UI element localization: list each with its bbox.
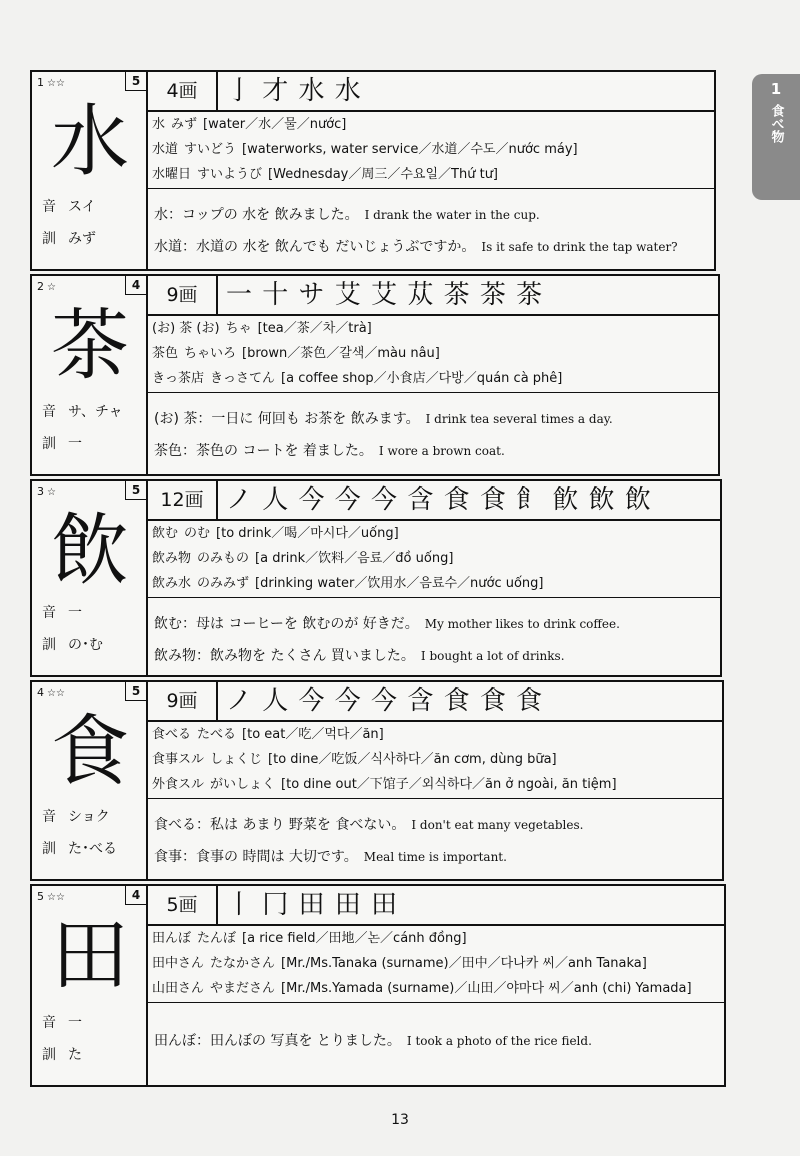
- vocab-item: 飲み水 のみみず [drinking water／饮用水／음료수／nước uống]: [152, 576, 544, 591]
- vocab-item: 外食スル がいしょく [to dine out／下馆子／외식하다／ăn ở ngoài, ăn tiệm]: [152, 777, 617, 792]
- stroke-order: 亅 才 水 水: [226, 76, 362, 106]
- vocab-list: [148, 316, 718, 393]
- kanji-panel: [32, 682, 148, 879]
- chapter-number: 1: [770, 80, 782, 98]
- vocab-item: 山田さん やまださん [Mr./Ms.Yamada (surname)／山田／야마다 씨／anh (chi) Yamada]: [152, 981, 692, 996]
- jlpt-level-badge: 4: [125, 886, 146, 905]
- chapter-label: 食べ物: [768, 104, 784, 143]
- on-reading-label: 音: [42, 199, 56, 215]
- on-reading-label: 音: [42, 809, 56, 825]
- vocab-item: 食事スル しょくじ [to dine／吃饭／식사하다／ăn cơm, dùng bữa]: [152, 752, 557, 767]
- on-reading-label: 音: [42, 605, 56, 621]
- kanji-details: [148, 481, 720, 675]
- kun-reading: た: [68, 1047, 82, 1063]
- on-reading: 一: [68, 605, 82, 621]
- stroke-bar: [148, 481, 720, 521]
- vocab-item: 水道 すいどう [waterworks, water service／水道／수도／nước máy]: [152, 142, 578, 157]
- on-reading: スイ: [68, 199, 96, 215]
- vocab-item: 飲み物 のみもの [a drink／饮料／음료／đồ uống]: [152, 551, 454, 566]
- kanji-index: 1 ☆☆: [37, 76, 65, 89]
- stroke-count: 9画: [148, 682, 218, 720]
- example-sentence: (お) 茶：一日に 何回も お茶を 飲みます。 I drink tea several times a day.: [154, 411, 613, 427]
- kanji-index: 4 ☆☆: [37, 686, 65, 699]
- chapter-tab[interactable]: [752, 74, 800, 200]
- vocab-list: [148, 521, 720, 598]
- example-sentences: [148, 394, 718, 474]
- kanji-card: [30, 70, 716, 271]
- example-sentence: 食べる：私は あまり 野菜を 食べない。 I don't eat many vegetables.: [154, 817, 584, 833]
- on-reading: ショク: [68, 809, 110, 825]
- stroke-order: ノ 人 今 今 今 含 食 食 飠 飮 飲 飲: [226, 485, 652, 515]
- example-sentence: 食事：食事の 時間は 大切です。 Meal time is important.: [154, 849, 507, 865]
- kanji-panel: [32, 276, 148, 474]
- kun-reading: の･む: [68, 637, 103, 653]
- example-sentences: [148, 599, 720, 675]
- kanji-readings: [42, 1007, 82, 1071]
- jlpt-level-badge: 5: [125, 481, 146, 500]
- kanji-character: 食: [50, 707, 129, 797]
- example-sentences: [148, 800, 722, 879]
- kanji-panel: [32, 72, 148, 269]
- kanji-readings: [42, 191, 96, 255]
- vocab-item: 水曜日 すいようび [Wednesday／周三／수요일／Thứ tư]: [152, 167, 499, 182]
- kanji-card: [30, 680, 724, 881]
- kanji-panel: [32, 886, 148, 1085]
- example-sentence: 田んぼ：田んぼの 写真を とりました。 I took a photo of the rice field.: [154, 1033, 592, 1049]
- example-sentence: 水道：水道の 水を 飲んでも だいじょうぶですか。 Is it safe to drink the tap water?: [154, 239, 678, 255]
- kun-reading-label: 訓: [42, 436, 56, 452]
- stroke-bar: [148, 72, 714, 112]
- stroke-count: 9画: [148, 276, 218, 314]
- stroke-bar: [148, 276, 718, 316]
- stroke-count: 5画: [148, 886, 218, 924]
- kanji-card: [30, 274, 720, 476]
- difficulty-stars: ☆: [47, 282, 56, 293]
- vocab-item: (お) 茶 (お) ちゃ [tea／茶／차／trà]: [152, 321, 372, 336]
- vocab-list: [148, 112, 714, 189]
- vocab-item: きっ茶店 きっさてん [a coffee shop／小食店／다방／quán cà phê]: [152, 371, 563, 386]
- kanji-index: 2 ☆: [37, 280, 56, 293]
- kanji-readings: [42, 396, 123, 460]
- on-reading: 一: [68, 1015, 82, 1031]
- kun-reading: 一: [68, 436, 82, 452]
- jlpt-level-badge: 4: [125, 276, 146, 295]
- vocab-item: 田中さん たなかさん [Mr./Ms.Tanaka (surname)／田中／다나카 씨／anh Tanaka]: [152, 956, 647, 971]
- kun-reading-label: 訓: [42, 1047, 56, 1063]
- kanji-character: 飲: [50, 506, 129, 596]
- kanji-details: [148, 72, 714, 269]
- vocab-item: 飲む のむ [to drink／喝／마시다／uống]: [152, 526, 399, 541]
- example-sentence: 飲み物：飲み物を たくさん 買いました。 I bought a lot of drinks.: [154, 648, 565, 664]
- on-reading: サ、チャ: [68, 404, 123, 420]
- page-number: 13: [391, 1112, 409, 1128]
- vocab-item: 田んぼ たんぼ [a rice field／田地／논／cánh đồng]: [152, 931, 467, 946]
- stroke-bar: [148, 886, 724, 926]
- difficulty-stars: ☆☆: [47, 892, 65, 903]
- example-sentence: 茶色：茶色の コートを 着ました。 I wore a brown coat.: [154, 443, 505, 459]
- kun-reading-label: 訓: [42, 637, 56, 653]
- kanji-index: 5 ☆☆: [37, 890, 65, 903]
- kun-reading-label: 訓: [42, 841, 56, 857]
- kanji-panel: [32, 481, 148, 675]
- kanji-card: [30, 479, 722, 677]
- example-sentences: [148, 190, 714, 269]
- stroke-order: 丨 冂 田 田 田: [226, 890, 399, 920]
- kun-reading: た･べる: [68, 841, 117, 857]
- kanji-readings: [42, 597, 103, 661]
- on-reading-label: 音: [42, 404, 56, 420]
- difficulty-stars: ☆☆: [47, 78, 65, 89]
- kanji-index: 3 ☆: [37, 485, 56, 498]
- kanji-details: [148, 886, 724, 1085]
- kanji-character: 水: [50, 97, 129, 187]
- vocab-list: [148, 926, 724, 1003]
- kanji-details: [148, 682, 722, 879]
- difficulty-stars: ☆: [47, 487, 56, 498]
- stroke-count: 12画: [148, 481, 218, 519]
- vocab-item: 茶色 ちゃいろ [brown／茶色／갈색／màu nâu]: [152, 346, 440, 361]
- stroke-count: 4画: [148, 72, 218, 110]
- stroke-order: ノ 人 今 今 今 含 食 食 食: [226, 686, 544, 716]
- stroke-order: 一 十 サ 艾 艾 苁 茶 茶 茶: [226, 280, 544, 310]
- kun-reading-label: 訓: [42, 231, 56, 247]
- stroke-bar: [148, 682, 722, 722]
- on-reading-label: 音: [42, 1015, 56, 1031]
- vocab-item: 食べる たべる [to eat／吃／먹다／ăn]: [152, 727, 384, 742]
- kanji-character: 茶: [50, 301, 129, 391]
- difficulty-stars: ☆☆: [47, 688, 65, 699]
- kanji-character: 田: [50, 911, 129, 1001]
- jlpt-level-badge: 5: [125, 72, 146, 91]
- vocab-list: [148, 722, 722, 799]
- vocab-item: 水 みず [water／水／물／nước]: [152, 117, 347, 132]
- example-sentence: 水：コップの 水を 飲みました。 I drank the water in the cup.: [154, 207, 540, 223]
- kanji-readings: [42, 801, 117, 865]
- jlpt-level-badge: 5: [125, 682, 146, 701]
- kun-reading: みず: [68, 231, 96, 247]
- kanji-details: [148, 276, 718, 474]
- example-sentence: 飲む：母は コーヒーを 飲むのが 好きだ。 My mother likes to drink coffee.: [154, 616, 620, 632]
- kanji-card: [30, 884, 726, 1087]
- example-sentences: [148, 1004, 724, 1085]
